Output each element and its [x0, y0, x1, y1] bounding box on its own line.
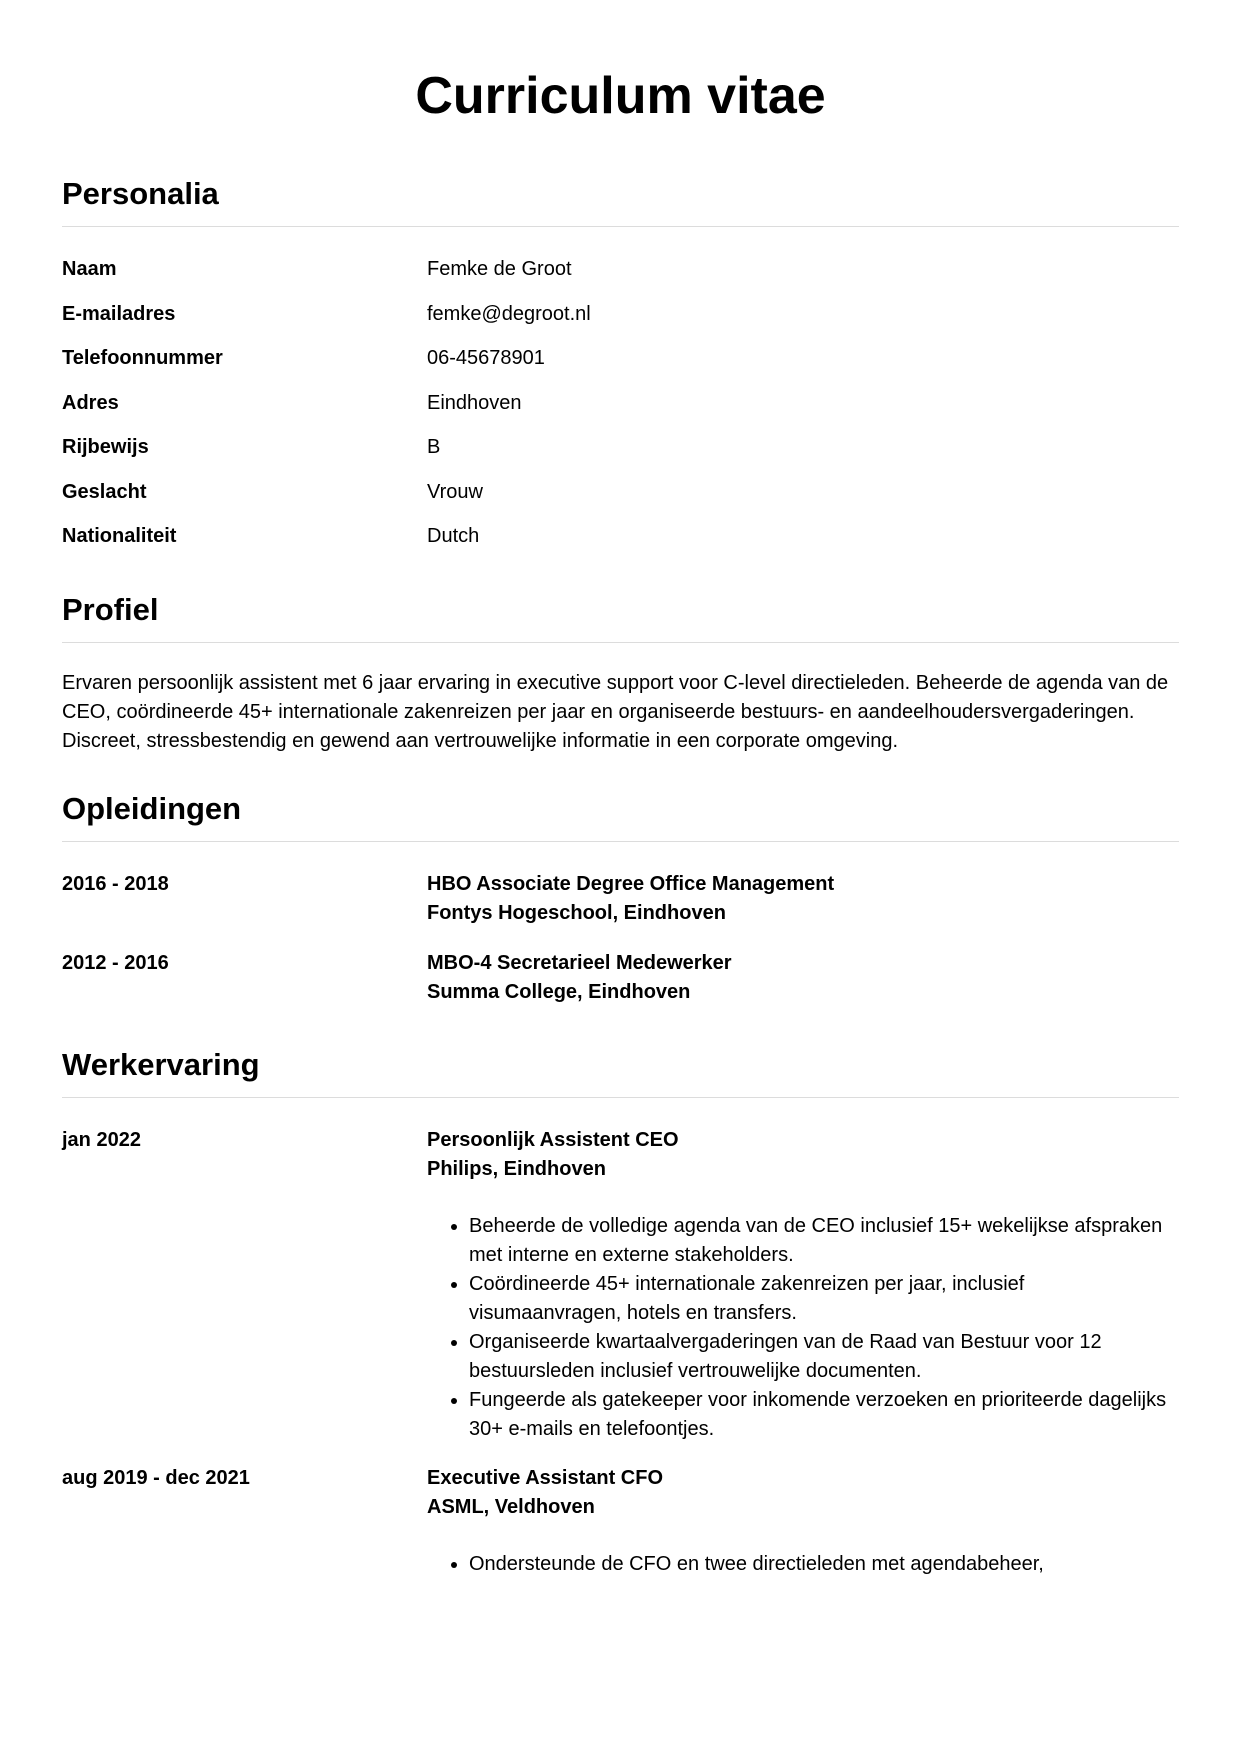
- profiel-heading: Profiel: [62, 592, 1179, 643]
- bullet-item: • Fungeerde als gatekeeper voor inkomende verzoeken en prioriteerde dagelijks 30+ e-mails en telefoontjes.: [469, 1386, 1179, 1444]
- personalia-row-adres: [62, 389, 1179, 434]
- opleiding-details: [427, 870, 1179, 928]
- bullet-item: • Coördineerde 45+ internationale zakenreizen per jaar, inclusief visumaanvragen, hotels en transfers.: [469, 1270, 1179, 1328]
- profiel-text: Ervaren persoonlijk assistent met 6 jaar ervaring in executive support voor C-level directieleden. Beheerde de agenda van de CEO, coördineerde 45+ internationale zakenreizen per jaar en organiseerde bestuurs- en aandeelhoudersvergaderingen. Discreet, stressbestendig en gewend aan vertrouwelijke informatie in een corporate omgeving.: [62, 671, 1169, 752]
- document-title: Curriculum vitae: [415, 67, 826, 125]
- personalia-section: [62, 176, 1179, 567]
- opleiding-title: MBO-4 Secretarieel Medewerker: [427, 951, 732, 974]
- personalia-label: Nationaliteit: [62, 525, 177, 547]
- bullet-item: • Ondersteunde de CFO en twee directieleden met agendabeheer,: [469, 1550, 1179, 1579]
- opleiding-school: Fontys Hogeschool, Eindhoven: [427, 901, 726, 924]
- werkervaring-item: [62, 1126, 1179, 1444]
- werkervaring-item: [62, 1464, 1179, 1579]
- werkervaring-company: ASML, Veldhoven: [427, 1495, 595, 1518]
- personalia-label: Geslacht: [62, 480, 147, 503]
- profiel-section: [62, 592, 1179, 756]
- personalia-label: Adres: [62, 391, 119, 414]
- personalia-value: Dutch: [427, 525, 480, 547]
- personalia-value: 06-45678901: [427, 347, 545, 369]
- personalia-list: [62, 255, 1179, 567]
- werkervaring-company: Philips, Eindhoven: [427, 1157, 606, 1180]
- werkervaring-section: [62, 1047, 1179, 1579]
- opleiding-period: 2016 - 2018: [62, 872, 169, 895]
- personalia-label: Telefoonnummer: [62, 347, 223, 369]
- personalia-value: femke@degroot.nl: [427, 302, 591, 325]
- opleiding-item: [62, 870, 1179, 928]
- werkervaring-title: Executive Assistant CFO: [427, 1466, 664, 1489]
- werkervaring-bullets: [427, 1550, 1179, 1579]
- werkervaring-details: [427, 1126, 1179, 1444]
- personalia-value: B: [427, 436, 441, 458]
- personalia-row-geslacht: [62, 478, 1179, 523]
- werkervaring-period: aug 2019 - dec 2021: [62, 1466, 250, 1489]
- personalia-label: E-mailadres: [62, 302, 176, 325]
- opleidingen-section: [62, 791, 1179, 1007]
- opleiding-item: [62, 949, 1179, 1007]
- werkervaring-heading: Werkervaring: [62, 1047, 1179, 1098]
- personalia-row-telefoon: [62, 344, 1179, 389]
- opleiding-school: Summa College, Eindhoven: [427, 980, 691, 1003]
- opleidingen-list: [62, 870, 1179, 1007]
- cv-page: [62, 0, 1179, 1579]
- personalia-row-naam: [62, 255, 1179, 300]
- personalia-value: Femke de Groot: [427, 258, 572, 280]
- bullet-item: • Beheerde de volledige agenda van de CEO inclusief 15+ wekelijkse afspraken met interne en externe stakeholders.: [469, 1212, 1179, 1270]
- werkervaring-period: jan 2022: [62, 1128, 141, 1151]
- personalia-label: Rijbewijs: [62, 436, 149, 458]
- personalia-value: Vrouw: [427, 480, 483, 503]
- personalia-row-rijbewijs: [62, 433, 1179, 478]
- werkervaring-bullets: [427, 1212, 1179, 1444]
- opleiding-period: 2012 - 2016: [62, 951, 169, 974]
- opleiding-title: HBO Associate Degree Office Management: [427, 872, 835, 895]
- personalia-row-nationaliteit: [62, 522, 1179, 567]
- werkervaring-title: Persoonlijk Assistent CEO: [427, 1128, 679, 1151]
- personalia-value: Eindhoven: [427, 391, 522, 414]
- opleiding-details: [427, 949, 1179, 1007]
- opleidingen-heading: Opleidingen: [62, 791, 1179, 842]
- personalia-row-email: [62, 300, 1179, 345]
- personalia-label: Naam: [62, 258, 117, 280]
- bullet-item: • Organiseerde kwartaalvergaderingen van de Raad van Bestuur voor 12 bestuursleden inclusief vertrouwelijke documenten.: [469, 1328, 1179, 1386]
- personalia-heading: Personalia: [62, 176, 1179, 227]
- werkervaring-details: [427, 1464, 1179, 1579]
- werkervaring-list: [62, 1126, 1179, 1579]
